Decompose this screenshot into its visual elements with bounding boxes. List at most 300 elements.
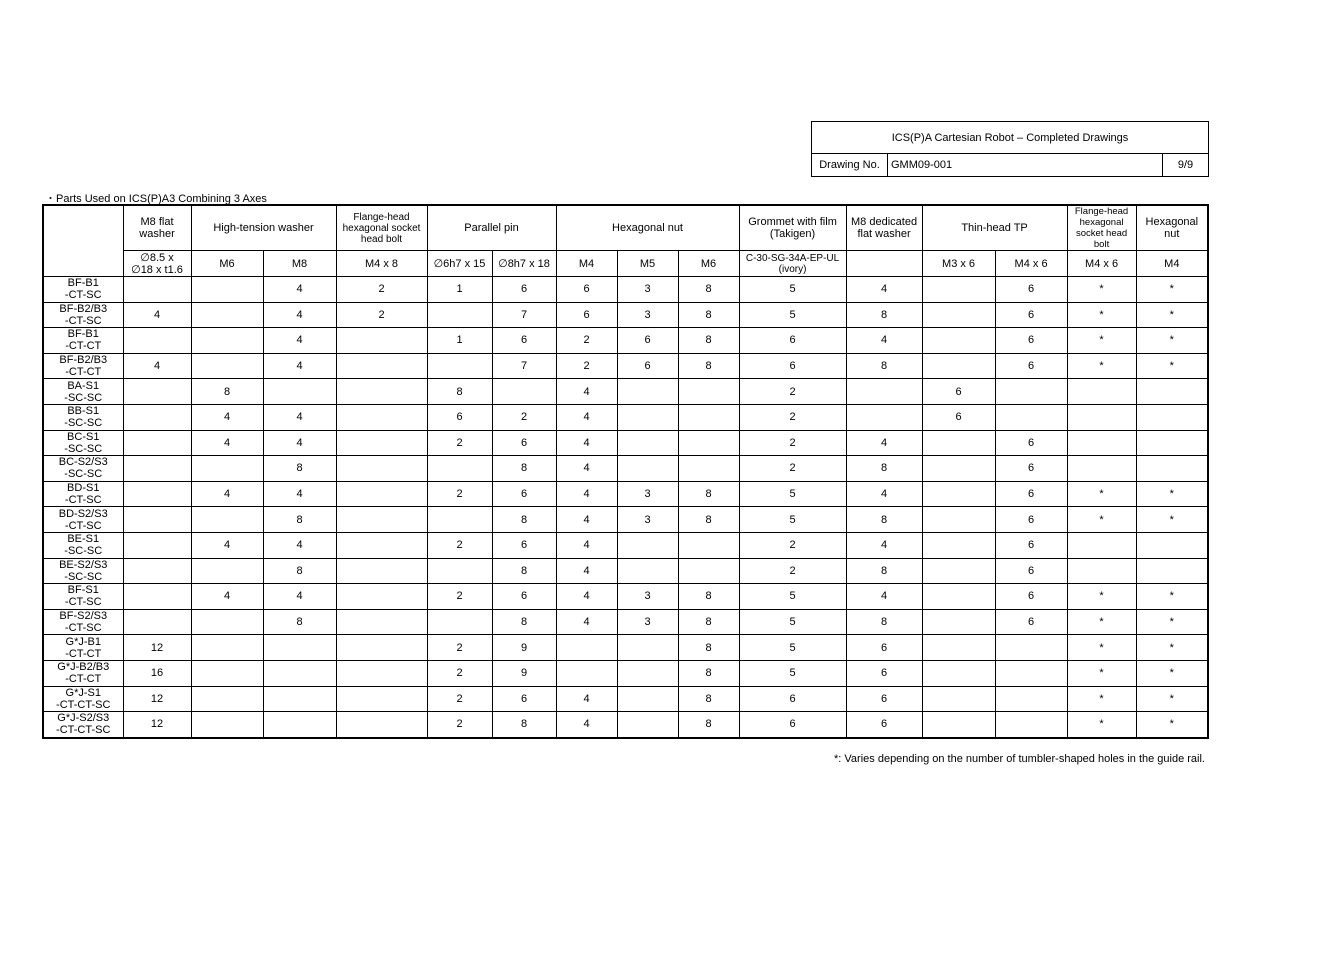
table-cell — [191, 277, 263, 303]
table-cell — [995, 686, 1067, 712]
table-cell — [617, 660, 678, 686]
table-cell: 8 — [263, 456, 336, 482]
table-cell: 4 — [556, 481, 617, 507]
table-cell — [123, 532, 191, 558]
drawing-info-row — [812, 154, 1208, 176]
drawing-number: GMM09-001 — [888, 154, 1163, 176]
table-row — [43, 507, 1208, 533]
table-cell: 4 — [263, 277, 336, 303]
table-cell: 6 — [739, 686, 846, 712]
table-cell: * — [1067, 609, 1136, 635]
table-cell — [427, 456, 492, 482]
table-cell: 2 — [556, 328, 617, 354]
table-cell: 5 — [739, 584, 846, 610]
table-cell — [123, 507, 191, 533]
table-cell: 2 — [427, 635, 492, 661]
table-cell: 2 — [427, 481, 492, 507]
table-cell — [922, 660, 995, 686]
table-cell — [427, 302, 492, 328]
table-cell — [617, 379, 678, 405]
table-cell — [617, 712, 678, 738]
table-cell — [123, 558, 191, 584]
table-cell — [336, 456, 427, 482]
table-cell: 6 — [492, 430, 556, 456]
table-cell: 2 — [427, 584, 492, 610]
table-row — [43, 660, 1208, 686]
table-cell — [922, 456, 995, 482]
table-cell: * — [1067, 353, 1136, 379]
table-cell — [336, 558, 427, 584]
table-cell: 2 — [556, 353, 617, 379]
table-cell: 2 — [427, 686, 492, 712]
table-cell — [846, 379, 922, 405]
table-cell: 4 — [556, 404, 617, 430]
table-cell: 3 — [617, 609, 678, 635]
table-cell: * — [1067, 712, 1136, 738]
table-row — [43, 686, 1208, 712]
table-cell: * — [1067, 660, 1136, 686]
table-cell — [123, 328, 191, 354]
table-cell: * — [1067, 507, 1136, 533]
table-cell: 6 — [995, 430, 1067, 456]
table-cell: 4 — [263, 481, 336, 507]
table-cell — [922, 712, 995, 738]
sub-header — [846, 251, 922, 277]
table-cell: 8 — [846, 609, 922, 635]
table-cell: 8 — [678, 686, 739, 712]
table-cell: 8 — [492, 609, 556, 635]
table-cell — [191, 328, 263, 354]
table-cell — [1136, 456, 1208, 482]
parts-table — [42, 204, 1209, 739]
page-number: 9/9 — [1177, 159, 1194, 171]
table-cell: 8 — [678, 277, 739, 303]
table-cell — [617, 558, 678, 584]
table-cell: 6 — [995, 302, 1067, 328]
table-cell: 6 — [427, 404, 492, 430]
table-cell — [263, 712, 336, 738]
table-cell: 5 — [739, 635, 846, 661]
table-cell: * — [1136, 507, 1208, 533]
table-cell — [1136, 379, 1208, 405]
model-cell: BF-B2/B3 -CT-SC — [43, 302, 123, 328]
table-row — [43, 532, 1208, 558]
table-cell: 4 — [846, 277, 922, 303]
header-group: High-tension washer — [191, 205, 336, 251]
table-row — [43, 712, 1208, 738]
table-cell — [191, 456, 263, 482]
table-cell — [1067, 404, 1136, 430]
table-row — [43, 353, 1208, 379]
table-cell: 5 — [739, 481, 846, 507]
model-cell: BC-S2/S3 -SC-SC — [43, 456, 123, 482]
table-cell: 2 — [492, 404, 556, 430]
table-cell — [922, 584, 995, 610]
table-cell — [123, 277, 191, 303]
table-cell — [995, 379, 1067, 405]
table-cell — [336, 686, 427, 712]
table-cell: 2 — [739, 558, 846, 584]
table-cell — [336, 379, 427, 405]
sub-header: M5 — [617, 251, 678, 277]
table-cell — [617, 686, 678, 712]
table-cell: 6 — [995, 277, 1067, 303]
table-cell: 6 — [995, 558, 1067, 584]
sub-header: M4 x 6 — [1067, 251, 1136, 277]
table-cell — [1136, 404, 1208, 430]
header-group: Flange-head hexagonal socket head bolt — [1067, 205, 1136, 251]
table-cell — [995, 712, 1067, 738]
table-cell: 4 — [263, 302, 336, 328]
table-cell: 6 — [922, 379, 995, 405]
sub-header: M6 — [191, 251, 263, 277]
table-cell: 4 — [191, 404, 263, 430]
table-cell — [336, 353, 427, 379]
table-cell — [191, 353, 263, 379]
table-cell: * — [1067, 302, 1136, 328]
table-cell: 6 — [995, 456, 1067, 482]
sub-header: ∅8h7 x 18 — [492, 251, 556, 277]
table-row — [43, 430, 1208, 456]
model-cell: BC-S1 -SC-SC — [43, 430, 123, 456]
table-row — [43, 404, 1208, 430]
table-cell: 4 — [263, 584, 336, 610]
table-cell: 4 — [556, 507, 617, 533]
table-cell — [922, 507, 995, 533]
table-cell: 6 — [617, 328, 678, 354]
table-cell — [995, 404, 1067, 430]
header-group: M8 dedicated flat washer — [846, 205, 922, 251]
table-cell: 2 — [739, 456, 846, 482]
table-cell: 4 — [556, 609, 617, 635]
table-cell — [922, 302, 995, 328]
table-row — [43, 481, 1208, 507]
table-cell — [995, 660, 1067, 686]
table-cell: 9 — [492, 635, 556, 661]
table-cell — [263, 660, 336, 686]
table-cell: 8 — [678, 353, 739, 379]
table-cell: 7 — [492, 302, 556, 328]
table-cell: 4 — [846, 328, 922, 354]
table-cell: 6 — [492, 277, 556, 303]
table-cell — [922, 532, 995, 558]
table-cell: 4 — [556, 532, 617, 558]
table-row — [43, 609, 1208, 635]
table-cell — [556, 635, 617, 661]
model-cell: BB-S1 -SC-SC — [43, 404, 123, 430]
table-cell: 12 — [123, 712, 191, 738]
sub-header: M8 — [263, 251, 336, 277]
model-cell: G*J-S2/S3 -CT-CT-SC — [43, 712, 123, 738]
table-cell: 4 — [123, 302, 191, 328]
table-cell: 4 — [263, 430, 336, 456]
table-cell — [556, 660, 617, 686]
table-cell: 4 — [263, 532, 336, 558]
table-cell — [678, 404, 739, 430]
table-cell: 12 — [123, 635, 191, 661]
model-cell: BE-S2/S3 -SC-SC — [43, 558, 123, 584]
table-cell — [678, 379, 739, 405]
table-cell: 5 — [739, 660, 846, 686]
table-cell: 6 — [739, 353, 846, 379]
table-cell: 7 — [492, 353, 556, 379]
table-cell: 2 — [739, 430, 846, 456]
table-cell: 4 — [556, 456, 617, 482]
table-cell: 4 — [263, 404, 336, 430]
table-cell: 6 — [492, 481, 556, 507]
table-row — [43, 456, 1208, 482]
table-cell: 16 — [123, 660, 191, 686]
table-cell: 5 — [739, 609, 846, 635]
sub-header: M3 x 6 — [922, 251, 995, 277]
table-cell — [922, 481, 995, 507]
table-cell: 4 — [191, 584, 263, 610]
table-cell — [191, 609, 263, 635]
table-cell — [191, 660, 263, 686]
table-cell: * — [1136, 328, 1208, 354]
table-cell: 4 — [556, 584, 617, 610]
table-cell — [336, 584, 427, 610]
table-cell: 6 — [846, 635, 922, 661]
table-cell — [427, 609, 492, 635]
table-cell: 8 — [427, 379, 492, 405]
table-row — [43, 558, 1208, 584]
table-cell — [336, 660, 427, 686]
table-cell — [336, 430, 427, 456]
table-cell: 8 — [492, 456, 556, 482]
table-cell: 8 — [492, 558, 556, 584]
table-cell: 4 — [556, 712, 617, 738]
drawing-no-label: Drawing No. — [812, 154, 888, 176]
table-cell: 2 — [427, 660, 492, 686]
model-cell: BE-S1 -SC-SC — [43, 532, 123, 558]
table-cell — [336, 328, 427, 354]
table-cell — [1067, 558, 1136, 584]
table-cell: 1 — [427, 277, 492, 303]
table-cell: 8 — [846, 558, 922, 584]
table-cell: 6 — [846, 686, 922, 712]
table-cell: 8 — [678, 481, 739, 507]
table-cell — [191, 558, 263, 584]
table-cell: 6 — [556, 302, 617, 328]
table-cell — [922, 328, 995, 354]
table-row — [43, 277, 1208, 303]
table-cell: 4 — [846, 430, 922, 456]
table-cell: * — [1136, 277, 1208, 303]
table-cell: 9 — [492, 660, 556, 686]
table-cell — [922, 353, 995, 379]
model-cell: BA-S1 -SC-SC — [43, 379, 123, 405]
table-cell: * — [1136, 635, 1208, 661]
table-cell: 8 — [263, 609, 336, 635]
table-cell: 8 — [678, 328, 739, 354]
table-cell: 8 — [492, 712, 556, 738]
table-cell — [1067, 532, 1136, 558]
table-cell: 4 — [556, 686, 617, 712]
table-row — [43, 635, 1208, 661]
model-cell: G*J-B1 -CT-CT — [43, 635, 123, 661]
table-cell — [922, 430, 995, 456]
table-cell — [191, 507, 263, 533]
table-cell: 6 — [995, 532, 1067, 558]
header-row-sizes — [43, 251, 1208, 277]
table-cell — [1067, 456, 1136, 482]
parts-table-body — [43, 277, 1208, 738]
table-cell: 12 — [123, 686, 191, 712]
table-cell: 3 — [617, 507, 678, 533]
table-cell — [995, 635, 1067, 661]
table-cell — [336, 635, 427, 661]
table-cell — [427, 353, 492, 379]
header-group: Hexagonal nut — [556, 205, 739, 251]
table-cell: * — [1136, 660, 1208, 686]
table-cell — [922, 558, 995, 584]
sub-header: ∅8.5 x ∅18 x t1.6 — [123, 251, 191, 277]
table-cell: 6 — [617, 353, 678, 379]
table-cell — [336, 481, 427, 507]
header-group: Parallel pin — [427, 205, 556, 251]
model-cell: BF-S1 -CT-SC — [43, 584, 123, 610]
table-cell: * — [1067, 328, 1136, 354]
table-cell: 6 — [995, 507, 1067, 533]
table-cell: 4 — [191, 481, 263, 507]
table-cell — [617, 532, 678, 558]
table-cell: 2 — [427, 430, 492, 456]
table-cell: 8 — [846, 507, 922, 533]
table-row — [43, 584, 1208, 610]
model-cell: BF-B1 -CT-SC — [43, 277, 123, 303]
table-cell: 8 — [678, 507, 739, 533]
table-cell: 8 — [846, 302, 922, 328]
table-cell: 8 — [678, 584, 739, 610]
table-cell: 4 — [556, 558, 617, 584]
table-cell: 3 — [617, 302, 678, 328]
table-cell: 6 — [995, 609, 1067, 635]
table-cell — [617, 635, 678, 661]
sub-header: M4 x 8 — [336, 251, 427, 277]
table-cell — [123, 481, 191, 507]
table-cell: 8 — [846, 353, 922, 379]
sub-header: M6 — [678, 251, 739, 277]
table-cell — [191, 712, 263, 738]
table-cell: 6 — [492, 328, 556, 354]
table-cell: 6 — [492, 532, 556, 558]
drawing-title: ICS(P)A Cartesian Robot – Completed Drawings — [812, 122, 1208, 154]
table-cell: 4 — [263, 328, 336, 354]
table-cell — [617, 456, 678, 482]
sub-header: M4 x 6 — [995, 251, 1067, 277]
table-cell: * — [1136, 353, 1208, 379]
table-cell: * — [1136, 481, 1208, 507]
table-cell: 6 — [739, 328, 846, 354]
table-cell — [427, 507, 492, 533]
table-caption: ・Parts Used on ICS(P)A3 Combining 3 Axes — [45, 193, 267, 205]
sub-header: C-30-SG-34A-EP-UL (ivory) — [739, 251, 846, 277]
table-cell: 6 — [846, 712, 922, 738]
table-cell — [678, 532, 739, 558]
table-cell — [678, 430, 739, 456]
header-group: Grommet with film (Takigen) — [739, 205, 846, 251]
table-cell — [427, 558, 492, 584]
table-cell — [1067, 379, 1136, 405]
table-cell: 8 — [678, 609, 739, 635]
table-cell: 2 — [739, 404, 846, 430]
table-cell: 6 — [995, 584, 1067, 610]
table-cell: 8 — [263, 507, 336, 533]
table-cell — [922, 609, 995, 635]
sub-header: M4 — [1136, 251, 1208, 277]
title-block — [811, 121, 1209, 177]
table-cell — [336, 532, 427, 558]
table-cell: * — [1136, 686, 1208, 712]
table-cell — [123, 430, 191, 456]
table-cell — [1136, 558, 1208, 584]
table-cell — [123, 404, 191, 430]
header-group: Hexagonal nut — [1136, 205, 1208, 251]
table-cell — [123, 456, 191, 482]
table-cell: 2 — [427, 532, 492, 558]
model-cell: G*J-B2/B3 -CT-CT — [43, 660, 123, 686]
table-cell: 8 — [678, 302, 739, 328]
table-cell — [123, 379, 191, 405]
table-cell — [336, 404, 427, 430]
table-cell — [492, 379, 556, 405]
table-cell: 8 — [191, 379, 263, 405]
table-cell — [263, 635, 336, 661]
table-cell: * — [1136, 584, 1208, 610]
table-cell: 4 — [846, 584, 922, 610]
sub-header: M4 — [556, 251, 617, 277]
table-cell: 4 — [846, 481, 922, 507]
table-cell — [336, 507, 427, 533]
table-cell — [263, 379, 336, 405]
table-cell: 6 — [995, 328, 1067, 354]
table-cell — [617, 430, 678, 456]
table-cell: 6 — [846, 660, 922, 686]
table-cell — [123, 609, 191, 635]
header-group: M8 flat washer — [123, 205, 191, 251]
table-cell: 6 — [492, 584, 556, 610]
model-header — [43, 205, 123, 277]
table-cell: * — [1067, 584, 1136, 610]
table-cell: * — [1136, 712, 1208, 738]
table-row — [43, 328, 1208, 354]
table-cell: 6 — [492, 686, 556, 712]
table-cell: 3 — [617, 584, 678, 610]
table-cell: 5 — [739, 302, 846, 328]
table-cell: 4 — [123, 353, 191, 379]
header-group: Thin-head TP — [922, 205, 1067, 251]
table-cell: * — [1067, 481, 1136, 507]
table-cell — [678, 456, 739, 482]
table-cell — [846, 404, 922, 430]
table-cell: 6 — [995, 353, 1067, 379]
table-cell — [191, 635, 263, 661]
table-row — [43, 379, 1208, 405]
table-cell — [1067, 430, 1136, 456]
table-cell — [922, 686, 995, 712]
table-cell: 1 — [427, 328, 492, 354]
model-cell: BF-S2/S3 -CT-SC — [43, 609, 123, 635]
table-cell: 3 — [617, 481, 678, 507]
table-cell: 4 — [191, 532, 263, 558]
table-cell — [191, 686, 263, 712]
table-cell: 4 — [846, 532, 922, 558]
table-cell — [922, 635, 995, 661]
table-row — [43, 302, 1208, 328]
table-cell: 3 — [617, 277, 678, 303]
table-cell — [336, 712, 427, 738]
